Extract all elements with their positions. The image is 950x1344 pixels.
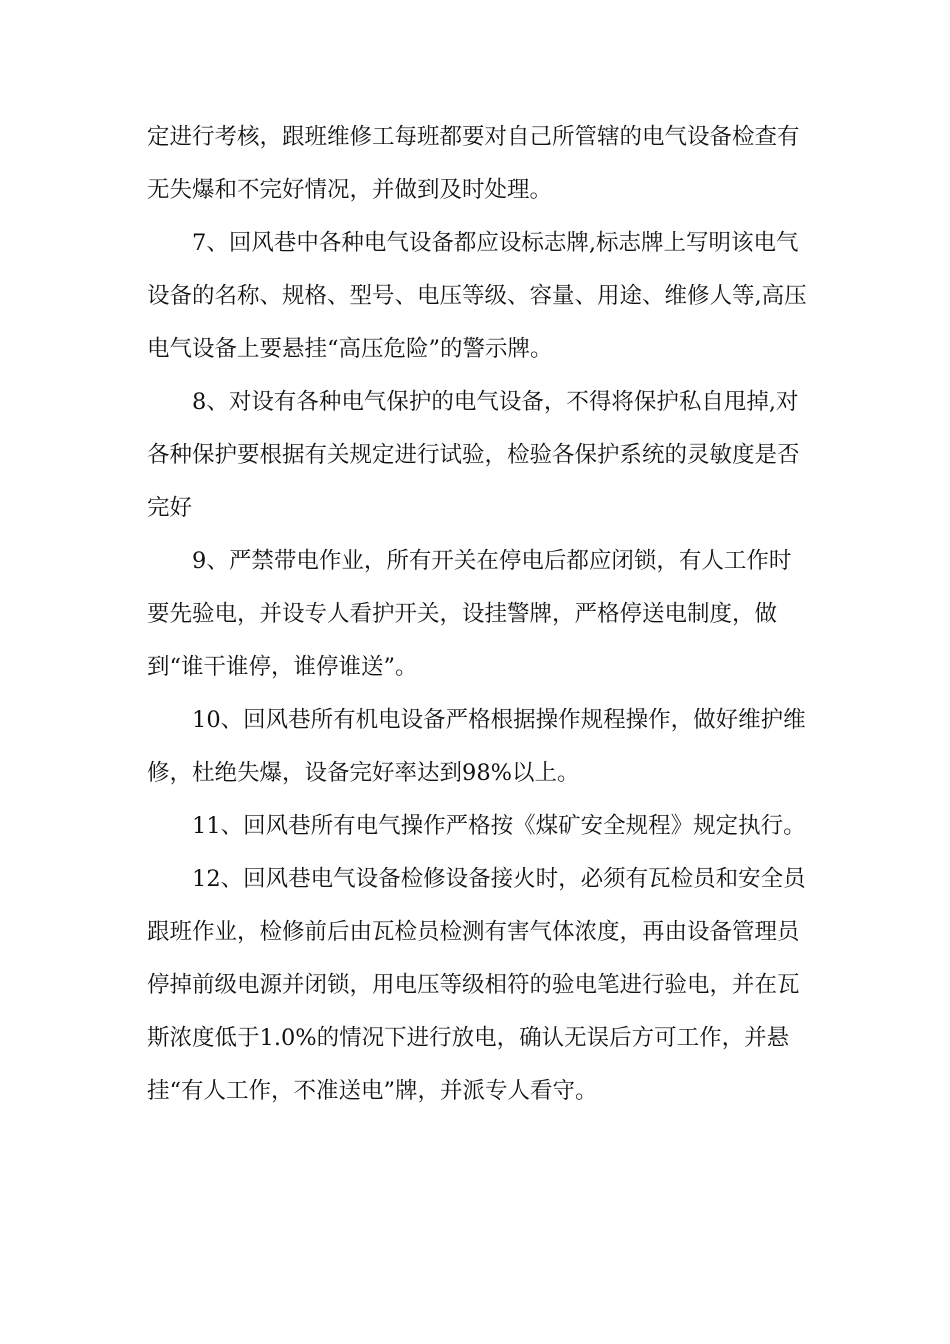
text-line: 完好: [147, 495, 193, 521]
paragraph-10-start: 10、回风巷所有机电设备严格根据操作规程操作，做好维护维: [192, 707, 806, 733]
text-line: 停掉前级电源并闭锁，用电压等级相符的验电笔进行验电，并在瓦: [147, 972, 800, 998]
paragraph-8-start: 8、对设有各种电气保护的电气设备，不得将保护私自甩掉,对: [192, 389, 799, 415]
text-line: 无失爆和不完好情况，并做到及时处理。: [147, 177, 553, 203]
paragraph-7-start: 7、回风巷中各种电气设备都应设标志牌,标志牌上写明该电气: [192, 230, 799, 256]
text-line: 到“谁干谁停，谁停谁送”。: [147, 654, 418, 680]
text-line: 定进行考核，跟班维修工每班都要对自己所管辖的电气设备检查有: [147, 124, 800, 150]
text-line: 要先验电，并设专人看护开关，设挂警牌，严格停送电制度，做: [147, 601, 778, 627]
text-line: 跟班作业，检修前后由瓦检员检测有害气体浓度，再由设备管理员: [147, 919, 800, 945]
text-line: 设备的名称、规格、型号、电压等级、容量、用途、维修人等,高压: [147, 283, 807, 309]
text-line: 挂“有人工作，不准送电”牌，并派专人看守。: [147, 1078, 598, 1104]
text-line: 各种保护要根据有关规定进行试验，检验各保护系统的灵敏度是否: [147, 442, 800, 468]
text-line: 斯浓度低于1.0%的情况下进行放电，确认无误后方可工作，并悬: [147, 1025, 790, 1051]
paragraph-9-start: 9、严禁带电作业，所有开关在停电后都应闭锁，有人工作时: [192, 548, 792, 574]
text-line: 电气设备上要悬挂“高压危险”的警示牌。: [147, 336, 553, 362]
paragraph-11: 11、回风巷所有电气操作严格按《煤矿安全规程》规定执行。: [192, 813, 806, 839]
text-line: 修，杜绝失爆，设备完好率达到98%以上。: [147, 760, 580, 786]
paragraph-12-start: 12、回风巷电气设备检修设备接火时，必须有瓦检员和安全员: [192, 866, 806, 892]
